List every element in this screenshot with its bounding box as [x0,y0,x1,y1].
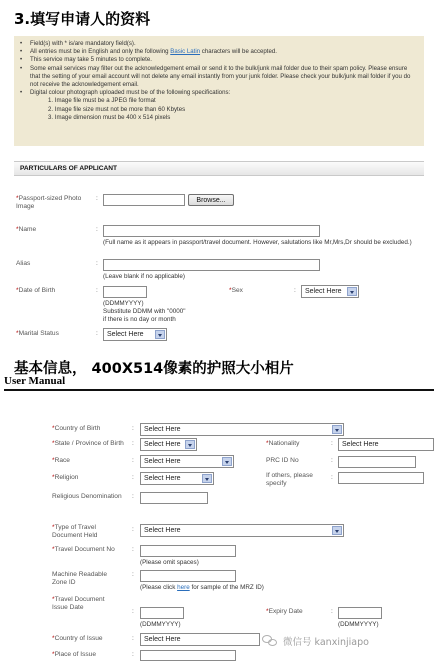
religious-denomination-label: Religious Denomination [52,493,122,500]
basic-latin-link[interactable]: Basic Latin [170,48,201,56]
watermark: 微信号 kanxinjiapo [262,634,369,648]
note-photo-specs: Digital colour photograph uploaded must be of the following specifications: [30,89,231,97]
page-title: 3.填写申请人的资料 [14,10,151,28]
travel-doc-no-input[interactable] [140,545,236,557]
expiry-date-label: *Expiry Date [266,608,303,615]
note-email: Some email services may filter out the acknowledgement email or send it to the bulk/junk mail folder due to their spam policy. Please ensure that the setting of your email account will not delete any email instantly from your junk folder. Please check your bulk/junk mail folder if you do not receive the acknowledgement email. [30,64,411,89]
note-english-tail: characters will be accepted. [201,48,277,56]
country-of-issue-label: *Country of Issue [52,635,103,642]
spec-item: 2. Image file size must not be more than 60 Kbytes [48,105,186,113]
marital-status-select[interactable]: Select Here [103,328,167,341]
religion-label: *Religion [52,474,79,481]
prc-id-input[interactable] [338,456,416,468]
travel-doc-type-select[interactable]: Select Here [140,524,344,537]
travel-doc-issue-date-label: *Travel Document Issue Date [52,596,105,611]
alias-label: Alias [16,260,31,267]
religious-denomination-input[interactable] [140,492,208,504]
spec-item: 3. Image dimension must be 400 x 514 pixels [48,113,171,121]
mrz-input[interactable] [140,570,236,582]
country-of-issue-select[interactable]: Select Here [140,633,260,646]
place-of-issue-label: *Place of Issue [52,651,96,658]
expiry-date-input[interactable] [338,607,382,619]
issue-date-format-note: (DDMMYYYY) [140,621,181,628]
marital-status-label: *Marital Status [16,330,59,337]
chevron-down-icon[interactable] [332,526,342,535]
religion-others-input[interactable] [338,472,424,484]
nationality-select[interactable]: Select Here [338,438,434,451]
dob-substitute-note-2: if there is no day or month [103,316,176,323]
caption: 基本信息， 400X514像素的护照大小相片 [14,361,294,377]
state-province-select[interactable]: Select Here [140,438,197,451]
section-header: PARTICULARS OF APPLICANT [14,161,424,176]
sex-select[interactable]: Select Here [301,285,359,298]
travel-doc-no-help: (Please omit spaces) [140,559,199,566]
instructions-panel: • Field(s) with * is/are mandatory field(s). • All entries must be in English and only the following Basic Latin characters will be accepted. • This service may take 5 minutes to complete. • Some email services may filter out the acknowledgement email or send it to the bulk/junk mail folder due to their spam policy. Please ensure that the setting of your email account will not delete any email instantly from your junk folder. Please check your bulk/junk mail folder if you do not receive the acknowledgement email. • Digital colour photograph uploaded must be of the following specifications: 1. Image file must be a JPEG file format 2. Image file size must not be more than 60 Kbytes 3. Image dimension must be 400 x 514 pixels [14,36,424,146]
chevron-down-icon[interactable] [347,287,357,296]
race-select[interactable]: Select Here [140,455,234,468]
name-help: (Full name as it appears in passport/travel document. However, salutations like Mr,Mrs,Dr should be excluded.) [103,239,412,246]
chevron-down-icon[interactable] [185,440,195,449]
mrz-label: Machine Readable Zone ID [52,571,107,586]
note-english: All entries must be in English and only the following [30,48,169,56]
race-label: *Race [52,457,70,464]
mrz-help: (Please click here for sample of the MRZ ID) [140,584,264,591]
religion-select[interactable]: Select Here [140,472,214,485]
mrz-sample-link[interactable]: here [177,584,190,591]
place-of-issue-input[interactable] [140,650,236,661]
travel-doc-type-label: *Type of Travel Document Held [52,524,98,539]
chevron-down-icon[interactable] [222,457,232,466]
chevron-down-icon[interactable] [332,425,342,434]
alias-help: (Leave blank if no applicable) [103,273,185,280]
nationality-label: *Nationality [266,440,300,447]
country-of-birth-select[interactable]: Select Here [140,423,344,436]
sex-label: *Sex [229,287,243,294]
country-of-birth-label: *Country of Birth [52,425,101,432]
alias-input[interactable] [103,259,320,271]
photo-label: *Passport-sized Photo Image [16,195,82,210]
chevron-down-icon[interactable] [155,330,165,339]
travel-doc-no-label: *Travel Document No [52,546,115,553]
note-duration: This service may take 5 minutes to complete. [30,56,152,64]
wechat-icon [262,635,278,648]
browse-button[interactable]: Browse... [188,194,234,206]
manual-title: User Manual [4,375,66,387]
expiry-date-format-note: (DDMMYYYY) [338,621,379,628]
divider [4,389,434,391]
prc-id-label: PRC ID No [266,457,299,464]
issue-date-input[interactable] [140,607,184,619]
spec-item: 1. Image file must be a JPEG file format [48,97,156,105]
name-label: *Name [16,226,37,233]
dob-format-note: (DDMMYYYY) [103,300,144,307]
dob-substitute-note: Substitute DDMM with "0000" [103,308,186,315]
if-others-label: If others, please specify [266,472,313,487]
chevron-down-icon[interactable] [202,474,212,483]
state-province-label: *State / Province of Birth [52,440,124,447]
dob-label: *Date of Birth [16,287,56,294]
name-input[interactable] [103,225,320,237]
note-mandatory: Field(s) with * is/are mandatory field(s). [30,40,136,47]
dob-input[interactable] [103,286,147,298]
photo-file-field[interactable] [103,194,185,206]
